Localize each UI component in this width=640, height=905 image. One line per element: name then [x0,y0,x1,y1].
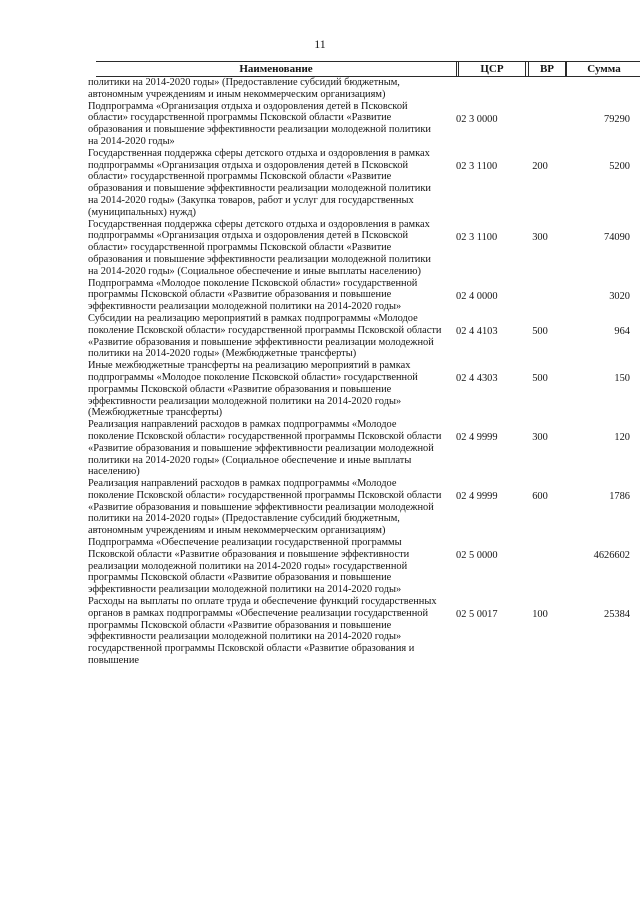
row-csr: 02 4 9999 [456,491,498,503]
table-row [88,537,640,596]
row-name: Государственная поддержка сферы детского отдыха и оздоровления в рамках подпрограммы «Организация отдыха и оздоровления детей в Псковской области» государственной программы Псковской области «Развитие образования и повышение эффективности реализации молодежной политики на 2014-2020 годы» (Закупка товаров, работ и услуг для государственных (муниципальных) нужд) [88,147,431,218]
header-csr: ЦСР [458,62,526,76]
row-vr: 600 [532,491,548,503]
header-vr: ВР [528,62,566,76]
table-row [88,419,640,478]
row-sum: 3020 [609,290,630,302]
row-csr: 02 4 4303 [456,373,498,385]
page-number: 11 [314,37,326,51]
row-sum: 150 [614,373,630,385]
row-csr: 02 3 1100 [456,231,498,243]
row-name: Реализация направлений расходов в рамках подпрограммы «Молодое поколение Псковской области» государственной программы Псковской области «Развитие образования и повышение эффективности реализации молодежной политики на 2014-2020 годы» (Предоставление субсидий бюджетным, автономным учреждениям и иным некоммерческим организациям) [88,478,442,537]
table-row [88,101,640,148]
table-body [88,77,640,667]
row-vr: 300 [532,432,548,444]
row-name: Подпрограмма «Молодое поколение Псковской области» государственной программы Псковской области «Развитие образования и повышение эффективности реализации молодежной политики на 2014-2020 годы» [88,277,418,313]
row-sum: 1786 [609,491,630,503]
table-row [88,77,640,101]
row-csr: 02 5 0017 [456,609,498,621]
row-sum: 25384 [604,609,630,621]
row-vr: 100 [532,609,548,621]
row-name: политики на 2014-2020 годы» (Предоставление субсидий бюджетным, автономным учреждениям и иным некоммерческим организациям) [88,77,400,100]
table-row [88,148,640,219]
row-name: Подпрограмма «Организация отдыха и оздоровления детей в Псковской области» государственной программы Псковской области «Развитие образования и повышение эффективности реализации молодежной политики на 2014-2020 годы» [88,100,431,147]
table-row [88,596,640,667]
row-csr: 02 4 0000 [456,290,498,302]
row-vr: 300 [532,231,548,243]
row-csr: 02 3 1100 [456,160,498,172]
row-csr: 02 3 0000 [456,113,498,125]
row-name: Субсидии на реализацию мероприятий в рамках подпрограммы «Молодое поколение Псковской области» государственной программы Псковской области «Развитие образования и повышение эффективности реализации молодежной политики на 2014-2020 годы» (Межбюджетные трансферты) [88,312,442,360]
header-name: Наименование [96,62,457,76]
table-row [88,360,640,419]
row-sum: 4626602 [593,550,630,562]
row-csr: 02 5 0000 [456,550,498,562]
row-name: Расходы на выплаты по оплате труда и обеспечение функций государственных органов в рамках подпрограммы «Обеспечение реализации государственной программы Псковской области «Развитие образования и повышение эффективности реализации молодежной политики на 2014-2020 годы» государственной программы Псковской области «Развитие образования и повышение [88,596,437,667]
table-row [88,478,640,537]
row-vr: 500 [532,373,548,385]
table-row [88,313,640,360]
row-name: Реализация направлений расходов в рамках подпрограммы «Молодое поколение Псковской области» государственной программы Псковской области «Развитие образования и повышение эффективности реализации молодежной политики на 2014-2020 годы» (Социальное обеспечение и иные выплаты населению) [88,419,442,478]
row-csr: 02 4 9999 [456,432,498,444]
row-sum: 74090 [604,231,630,243]
row-sum: 5200 [609,160,630,172]
row-sum: 964 [614,325,630,337]
table-row [88,278,640,313]
row-csr: 02 4 4103 [456,325,498,337]
row-vr: 500 [532,325,548,337]
row-sum: 79290 [604,113,630,125]
row-name: Подпрограмма «Обеспечение реализации государственной программы Псковской области «Развитие образования и повышение эффективности реализации молодежной политики на 2014-2020 годы» государственной программы Псковской области «Развитие образования и повышение эффективности реализации молодежной политики на 2014-2020 годы» [88,537,410,596]
row-vr: 200 [532,160,548,172]
row-name: Государственная поддержка сферы детского отдыха и оздоровления в рамках подпрограммы «Организация отдыха и оздоровления детей в Псковской области» государственной программы Псковской области «Развитие образования и повышение эффективности реализации молодежной политики на 2014-2020 годы» (Социальное обеспечение и иные выплаты населению) [88,218,431,277]
table-header [96,61,640,77]
row-name: Иные межбюджетные трансферты на реализацию мероприятий в рамках подпрограммы «Молодое поколение Псковской области» государственной программы Псковской области «Развитие образования и повышение эффективности реализации молодежной политики на 2014-2020 годы» (Межбюджетные трансферты) [88,360,418,419]
table-row [88,219,640,278]
header-sum: Сумма [566,62,640,76]
row-sum: 120 [614,432,630,444]
